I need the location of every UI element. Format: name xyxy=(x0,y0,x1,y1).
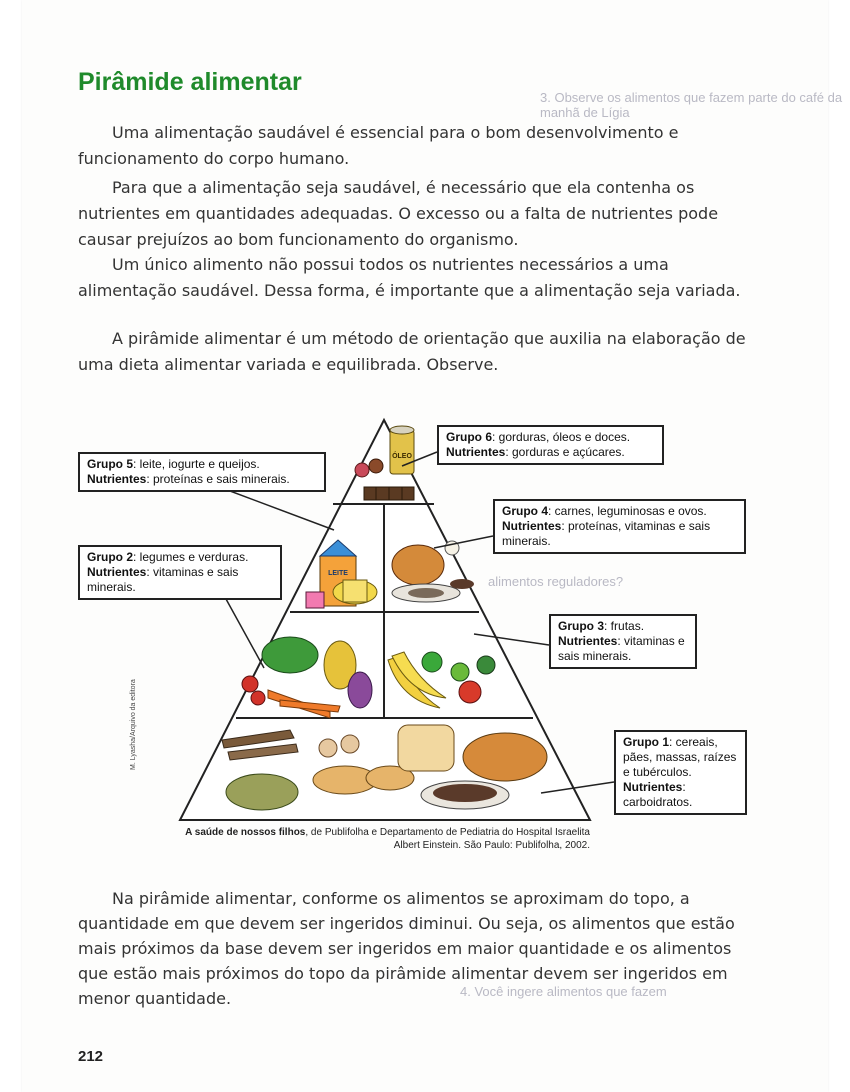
group5-label-box xyxy=(78,452,326,492)
group1-nutrients-label: Nutrientes xyxy=(623,780,683,794)
group4-nutrients-label: Nutrientes xyxy=(502,519,562,533)
group6-nutrients: : gorduras e açúcares. xyxy=(505,445,625,459)
group2-nutrients-label: Nutrientes xyxy=(87,565,147,579)
group4-foods: : carnes, leguminosas e ovos. xyxy=(548,504,707,518)
group1-name: Grupo 1 xyxy=(623,735,670,749)
group1-label-box xyxy=(614,730,747,815)
group1-foods: : cereais, pães, massas, raízes e tubérculos. xyxy=(623,735,737,779)
illustrator-credit: M. Lyasha/Arquivo da editora xyxy=(130,679,137,770)
group3-nutrients: : vitaminas e sais minerais. xyxy=(558,634,685,663)
source-details: , de Publifolha e Departamento de Pediatria do Hospital Israelita Albert Einstein. São Paulo: Publifolha, 2002. xyxy=(305,827,590,851)
page-title: Pirâmide alimentar xyxy=(78,68,302,96)
group3-name: Grupo 3 xyxy=(558,619,605,633)
page-number: 212 xyxy=(78,1048,104,1065)
group3-foods: : frutas. xyxy=(604,619,645,633)
bleed-through-line-2: alimentos reguladores? xyxy=(488,574,624,589)
paragraph-3: Um único alimento não possui todos os nutrientes necessários a uma alimentação saudável. Dessa forma, é importante que a alimentação seja variada. xyxy=(78,255,741,300)
group5-nutrients: : proteínas e sais minerais. xyxy=(146,472,290,486)
group5-foods: : leite, iogurte e queijos. xyxy=(133,457,260,471)
group1-nutrients: : carboidratos. xyxy=(623,780,693,809)
bleed-through-line-3: 4. Você ingere alimentos que fazem xyxy=(460,984,667,999)
paragraph-1: Uma alimentação saudável é essencial para o bom desenvolvimento e funcionamento do corpo humano. xyxy=(78,123,679,168)
connector-group2 xyxy=(226,599,264,668)
group3-label-box xyxy=(549,614,697,669)
group4-name: Grupo 4 xyxy=(502,504,549,518)
group6-label-box xyxy=(437,425,664,465)
group5-nutrients-label: Nutrientes xyxy=(87,472,147,486)
source-book-title: A saúde de nossos filhos xyxy=(185,827,306,838)
group6-name: Grupo 6 xyxy=(446,430,493,444)
paragraph-2: Para que a alimentação seja saudável, é necessário que ela contenha os nutrientes em quantidades adequadas. O excesso ou a falta de nutrientes pode causar prejuízos ao bom funcionamento do organismo. xyxy=(78,178,719,249)
milk-carton-label: LEITE xyxy=(328,570,348,577)
oil-can-label: ÓLEO xyxy=(392,453,412,460)
group6-nutrients-label: Nutrientes xyxy=(446,445,506,459)
group2-name: Grupo 2 xyxy=(87,550,134,564)
paragraph-5: Na pirâmide alimentar, conforme os alimentos se aproximam do topo, a quantidade em que devem ser ingeridos diminui. Ou seja, os alimentos que estão mais próximos da base devem ser ingeridos em maior quantidade e os alimentos que estão mais próximos do topo da pirâmide alimentar devem ser ingeridos em menor quantidade. xyxy=(78,889,735,1008)
group2-nutrients: : vitaminas e sais minerais. xyxy=(87,565,239,594)
group4-nutrients: : proteínas, vitaminas e sais minerais. xyxy=(502,519,711,548)
group4-label-box xyxy=(493,499,746,554)
connector-group5 xyxy=(222,488,334,530)
figure-source-caption xyxy=(180,826,590,852)
group2-label-box xyxy=(78,545,282,600)
group5-name: Grupo 5 xyxy=(87,457,134,471)
group6-foods: : gorduras, óleos e doces. xyxy=(492,430,631,444)
group2-foods: : legumes e verduras. xyxy=(133,550,249,564)
group3-nutrients-label: Nutrientes xyxy=(558,634,618,648)
paragraph-4: A pirâmide alimentar é um método de orientação que auxilia na elaboração de uma dieta alimentar variada e equilibrada. Observe. xyxy=(78,329,746,374)
bleed-through-line-1: 3. Observe os alimentos que fazem parte do café da manhã de Lígia xyxy=(540,90,843,120)
